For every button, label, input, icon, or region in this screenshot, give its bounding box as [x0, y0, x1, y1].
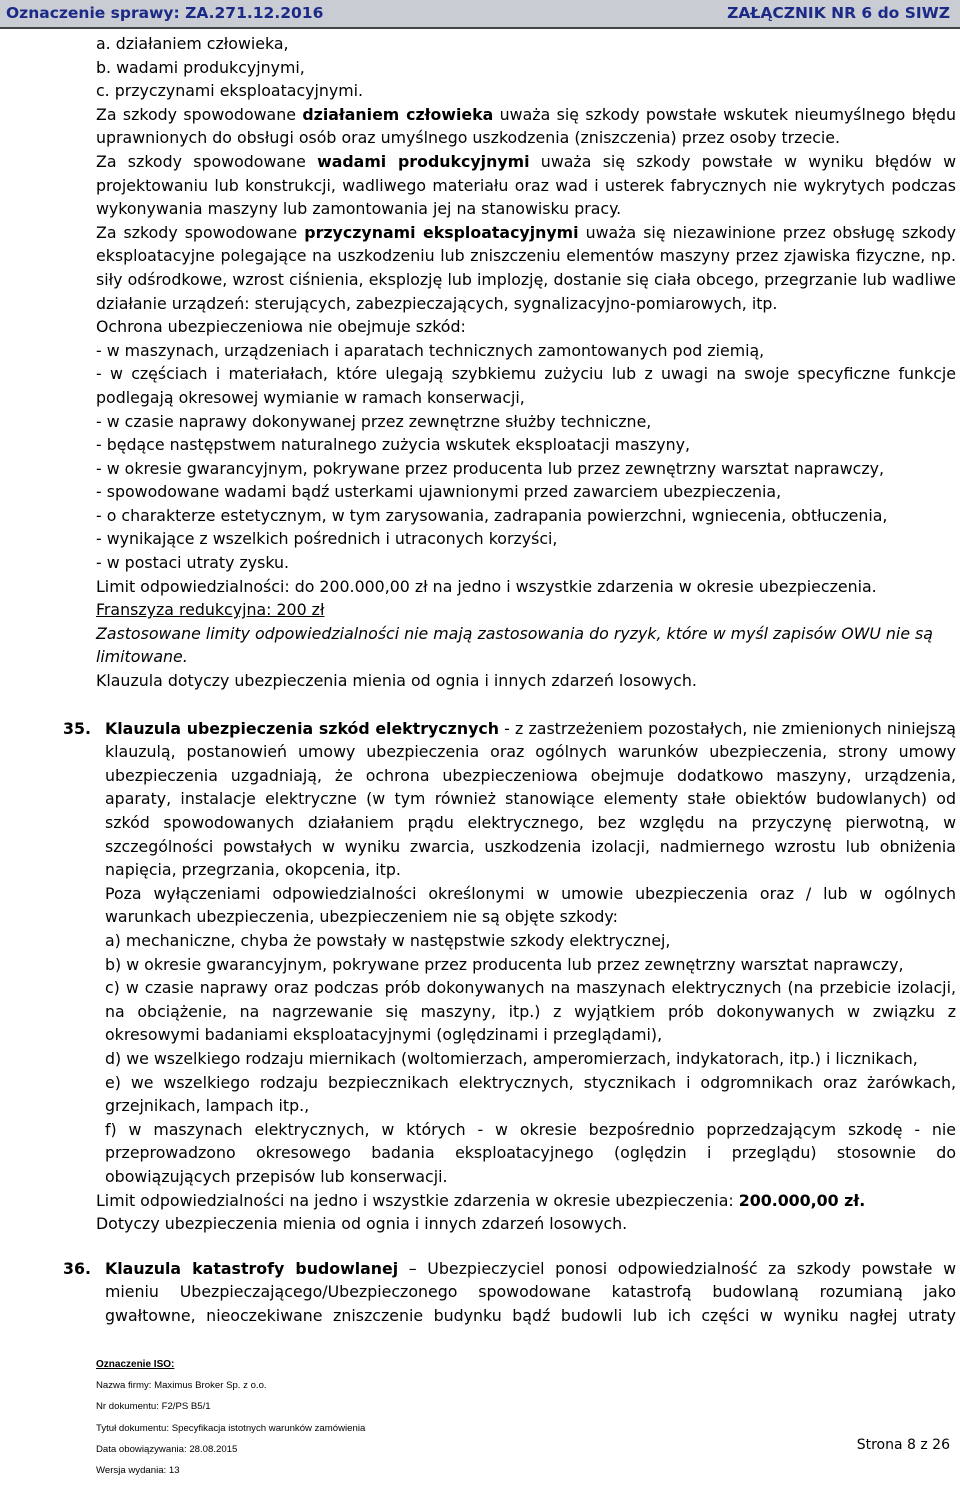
exclusion-item: d) we wszelkiego rodzaju miernikach (woltomierzach, amperomierzach, indykatorach, itp.) i licznikach,: [105, 1048, 918, 1068]
exclusion-item: - spowodowane wadami bądź usterkami ujawnionymi przed zawarciem ubezpieczenia,: [96, 482, 782, 502]
iso-label: Oznaczenie ISO:: [96, 1359, 175, 1370]
document-header: [0, 0, 960, 29]
case-reference: Oznaczenie sprawy: ZA.271.12.2016: [6, 4, 324, 22]
exclusion-item: - w częściach i materiałach, które ulegają szybkiemu zużyciu lub z uwagi na swoje specyficzne funkcje podlegają okresowej wymianie w ramach konserwacji,: [96, 364, 956, 407]
exclusion-item: a) mechaniczne, chyba że powstały w następstwie szkody elektrycznej,: [105, 930, 671, 950]
limits-note: Zastosowane limity odpowiedzialności nie mają zastosowania do ryzyk, które w myśl zapisów OWU nie są limitowane.: [96, 623, 933, 667]
footer-meta: [96, 1380, 365, 1476]
footer-line: Wersja wydania: 13: [96, 1464, 180, 1476]
footer-line: Data obowiązywania: 28.08.2015: [96, 1443, 238, 1455]
paragraph-operational-causes: [96, 221, 956, 315]
list-item-b: b. wadami produkcyjnymi,: [96, 57, 305, 77]
footer-line: Nazwa firmy: Maximus Broker Sp. z o.o.: [96, 1380, 267, 1392]
section-35-exclusions-list: [96, 929, 956, 1189]
section-36-intro: [96, 1257, 956, 1328]
exclusion-item: f) w maszynach elektrycznych, w których - w okresie bezpośrednio poprzedzającym szkodę - nie przeprowadzono okresowego badania eksploatacyjnego (oględzin i przeglądu) stosownie do obowiązujących przepisów lub konserwacji.: [105, 1119, 956, 1186]
bold-term: przyczynami eksploatacyjnymi: [304, 222, 579, 242]
exclusion-item: b) w okresie gwarancyjnym, pokrywane przez producenta lub przez zewnętrzny warsztat naprawczy,: [105, 954, 904, 974]
paragraph-human-action: [96, 103, 956, 150]
exclusions-list: [96, 339, 956, 575]
section-35-limit: [96, 1189, 956, 1213]
bold-term: działaniem człowieka: [302, 104, 494, 124]
text-fragment: uważa się szkody powstałe wskutek nieumyślnego błędu uprawnionych do obsługi osób oraz umyślnego uszkodzenia (zniszczenia) przez osoby trzecie.: [96, 104, 956, 148]
exclusion-item: - w postaci utraty zysku.: [96, 553, 290, 573]
attachment-label: ZAŁĄCZNIK NR 6 do SIWZ: [727, 4, 950, 22]
section-title: Klauzula katastrofy budowlanej: [105, 1258, 399, 1278]
list-item-a: a. działaniem człowieka,: [96, 34, 289, 53]
section-35-intro: [96, 717, 956, 882]
text-fragment: uważa się szkody powstałe w wyniku błędów w projektowaniu lub konstrukcji, wadliwego materiału oraz wad i usterek fabrycznych nie wykrytych podczas wykonywania maszyny lub zamontowania jej na stanowisku pracy.: [96, 151, 956, 219]
section-36: [63, 1257, 956, 1328]
exclusion-item: c) w czasie naprawy oraz podczas prób dokonywanych na maszynach elektrycznych (na przebicie izolacji, na obciążenie, na nagrzewanie się maszyny, itp.) z wyjątkiem prób dokonywanych w związku z okresowymi badaniami eksploatacyjnymi (oględzinami i przeglądami),: [105, 978, 956, 1045]
deductible: Franszyza redukcyjna: 200 zł: [96, 600, 325, 620]
exclusion-item: - w okresie gwarancyjnym, pokrywane przez producenta lub przez zewnętrzny warsztat naprawczy,: [96, 458, 884, 478]
text-fragment: Za szkody spowodowane: [96, 104, 303, 124]
paragraph-production-defects: [96, 150, 956, 221]
liability-limit: Limit odpowiedzialności: do 200.000,00 zł na jedno i wszystkie zdarzenia w okresie ubezpieczenia.: [96, 576, 877, 596]
section-35-scope: Dotyczy ubezpieczenia mienia od ognia i innych zdarzeń losowych.: [96, 1214, 628, 1234]
text-fragment: - z zastrzeżeniem pozostałych, nie zmienionych niniejszą klauzulą, postanowień umowy ubezpieczenia oraz ogólnych warunków ubezpieczenia, strony umowy ubezpieczenia uzgadniają, że ochrona ubezpieczeniowa obejmuje dodatkowo maszyny, urządzenia, aparaty, instalacje elektryczne (w tym również stanowiące elementy stałe obiektów budowlanych) od szkód spowodowanych działaniem prądu elektrycznego, bez względu na przyczynę pierwotną, w szczególności powstałych w wyniku zwarcia, uszkodzenia izolacji, nadmiernego wzrostu lub obniżenia napięcia, przegrzania, okopcenia, itp.: [105, 718, 956, 880]
exclusion-item: - wynikające z wszelkich pośrednich i utraconych korzyści,: [96, 529, 558, 549]
text-fragment: Za szkody spowodowane: [96, 222, 305, 242]
exclusions-intro: Ochrona ubezpieczeniowa nie obejmuje szkód:: [96, 317, 466, 337]
footer-line: Nr dokumentu: F2/PS B5/1: [96, 1401, 211, 1413]
section-number: 35.: [63, 718, 91, 738]
text-fragment: Limit odpowiedzialności na jedno i wszystkie zdarzenia w okresie ubezpieczenia:: [96, 1190, 739, 1210]
text-fragment: – Ubezpieczyciel ponosi odpowiedzialność za szkody powstałe w mieniu Ubezpieczającego/Ubezpieczonego spowodowane katastrofą budowlaną rozumianą jako gwałtowne, nieoczekiwane zniszczenie budynku bądź budowli lub ich części w wyniku nagłej utraty: [105, 1258, 956, 1325]
text-fragment: Za szkody spowodowane: [96, 151, 318, 171]
bold-amount: 200.000,00 zł.: [738, 1190, 866, 1210]
document-body: [63, 32, 956, 1327]
exclusion-item: - w maszynach, urządzeniach i aparatach technicznych zamontowanych pod ziemią,: [96, 340, 765, 360]
section-title: Klauzula ubezpieczenia szkód elektrycznych: [105, 718, 500, 738]
clause-scope: Klauzula dotyczy ubezpieczenia mienia od ognia i innych zdarzeń losowych.: [96, 671, 697, 691]
bold-term: wadami produkcyjnymi: [317, 151, 530, 171]
section-35: [63, 717, 956, 1236]
section-number: 36.: [63, 1258, 91, 1278]
exclusion-item: - o charakterze estetycznym, w tym zarysowania, zadrapania powierzchni, wgniecenia, obtłuczenia,: [96, 505, 888, 525]
exclusion-item: - będące następstwem naturalnego zużycia wskutek eksploatacji maszyny,: [96, 435, 691, 455]
footer-line: Tytuł dokumentu: Specyfikacja istotnych warunków zamówienia: [96, 1422, 366, 1434]
text-fragment: uważa się niezawinione przez obsługę szkody eksploatacyjne polegające na uszkodzeniu lub zniszczeniu elementów maszyny przez zjawiska fizyczne, np. siły odśrodkowe, wzrost ciśnienia, eksplozję lub implozję, dostanie się ciała obcego, przegrzanie lub wadliwe działanie urządzeń: sterujących, zabezpieczających, sygnalizacyjno-pomiarowych, itp.: [96, 222, 956, 313]
exclusion-item: e) we wszelkiego rodzaju bezpiecznikach elektrycznych, stycznikach i odgromnikach oraz żarówkach, grzejnikach, lampach itp.,: [105, 1072, 956, 1116]
list-item-c: c. przyczynami eksploatacyjnymi.: [96, 81, 364, 101]
exclusion-item: - w czasie naprawy dokonywanej przez zewnętrzne służby techniczne,: [96, 411, 652, 431]
section-35-exclusions-intro: Poza wyłączeniami odpowiedzialności określonymi w umowie ubezpieczenia oraz / lub w ogólnych warunkach ubezpieczenia, ubezpieczeniem nie są objęte szkody:: [105, 883, 956, 927]
page-number: Strona 8 z 26: [856, 1437, 950, 1453]
